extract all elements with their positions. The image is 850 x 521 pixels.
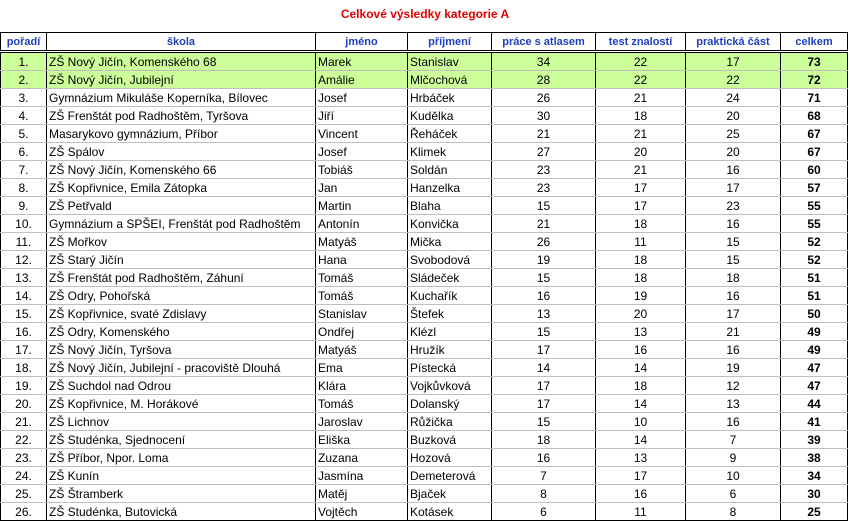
practical-cell[interactable]: 6 [686, 485, 781, 503]
rank-cell[interactable]: 9. [1, 197, 47, 215]
table-row[interactable] [1, 467, 848, 485]
first-name-cell[interactable]: Tomáš [316, 269, 408, 287]
school-cell[interactable]: ZŠ Petřvald [47, 197, 316, 215]
first-name-cell[interactable]: Vincent [316, 125, 408, 143]
knowledge-test-cell[interactable]: 20 [596, 305, 686, 323]
table-row[interactable] [1, 359, 848, 377]
school-cell[interactable]: Gymnázium a SPŠEI, Frenštát pod Radhoštěm [47, 215, 316, 233]
total-cell[interactable]: 71 [781, 89, 848, 107]
atlas-work-cell[interactable]: 34 [492, 52, 596, 71]
first-name-cell[interactable]: Stanislav [316, 305, 408, 323]
rank-cell[interactable]: 4. [1, 107, 47, 125]
knowledge-test-cell[interactable]: 14 [596, 395, 686, 413]
table-row[interactable] [1, 251, 848, 269]
page-title: Celkové výsledky kategorie A [340, 7, 510, 21]
knowledge-test-cell[interactable]: 16 [596, 341, 686, 359]
rank-cell[interactable]: 19. [1, 377, 47, 395]
results-body [1, 52, 848, 521]
last-name-cell[interactable]: Vojkůvková [408, 377, 492, 395]
atlas-work-cell[interactable]: 19 [492, 251, 596, 269]
atlas-work-cell[interactable]: 17 [492, 395, 596, 413]
last-name-cell[interactable]: Bjaček [408, 485, 492, 503]
first-name-cell[interactable]: Martin [316, 197, 408, 215]
table-row[interactable] [1, 377, 848, 395]
total-cell[interactable]: 57 [781, 179, 848, 197]
knowledge-test-cell[interactable]: 11 [596, 233, 686, 251]
total-cell[interactable]: 52 [781, 233, 848, 251]
school-cell[interactable]: ZŠ Studénka, Butovická [47, 503, 316, 521]
table-row[interactable] [1, 341, 848, 359]
school-cell[interactable]: ZŠ Studénka, Sjednocení [47, 431, 316, 449]
knowledge-test-cell[interactable]: 17 [596, 179, 686, 197]
practical-cell[interactable]: 8 [686, 503, 781, 521]
last-name-cell[interactable]: Konvička [408, 215, 492, 233]
table-row[interactable] [1, 161, 848, 179]
knowledge-test-cell[interactable]: 14 [596, 359, 686, 377]
rank-cell[interactable]: 7. [1, 161, 47, 179]
atlas-work-cell[interactable]: 16 [492, 449, 596, 467]
first-name-cell[interactable]: Zuzana [316, 449, 408, 467]
last-name-cell[interactable]: Kuchařík [408, 287, 492, 305]
practical-cell[interactable]: 19 [686, 359, 781, 377]
knowledge-test-cell[interactable]: 21 [596, 125, 686, 143]
rank-cell[interactable]: 3. [1, 89, 47, 107]
practical-cell[interactable]: 17 [686, 52, 781, 71]
first-name-cell[interactable]: Tomáš [316, 395, 408, 413]
total-cell[interactable]: 68 [781, 107, 848, 125]
school-cell[interactable]: ZŠ Příbor, Npor. Loma [47, 449, 316, 467]
last-name-cell[interactable]: Demeterová [408, 467, 492, 485]
practical-cell[interactable]: 17 [686, 305, 781, 323]
practical-cell[interactable]: 9 [686, 449, 781, 467]
school-cell[interactable]: ZŠ Štramberk [47, 485, 316, 503]
school-cell[interactable]: ZŠ Kunín [47, 467, 316, 485]
rank-cell[interactable]: 21. [1, 413, 47, 431]
total-cell[interactable]: 67 [781, 143, 848, 161]
table-row[interactable] [1, 71, 848, 89]
total-cell[interactable]: 72 [781, 71, 848, 89]
practical-cell[interactable]: 7 [686, 431, 781, 449]
total-cell[interactable]: 49 [781, 323, 848, 341]
rank-cell[interactable]: 13. [1, 269, 47, 287]
school-cell[interactable]: ZŠ Mořkov [47, 233, 316, 251]
atlas-work-cell[interactable]: 16 [492, 287, 596, 305]
school-cell[interactable]: ZŠ Nový Jičín, Komenského 68 [47, 52, 316, 71]
total-cell[interactable]: 38 [781, 449, 848, 467]
knowledge-test-cell[interactable]: 13 [596, 323, 686, 341]
knowledge-test-cell[interactable]: 20 [596, 143, 686, 161]
total-cell[interactable]: 52 [781, 251, 848, 269]
first-name-cell[interactable]: Marek [316, 52, 408, 71]
school-cell[interactable]: ZŠ Frenštát pod Radhoštěm, Záhuní [47, 269, 316, 287]
first-name-cell[interactable]: Jasmína [316, 467, 408, 485]
rank-cell[interactable]: 14. [1, 287, 47, 305]
knowledge-test-cell[interactable]: 21 [596, 161, 686, 179]
knowledge-test-cell[interactable]: 11 [596, 503, 686, 521]
school-cell[interactable]: ZŠ Odry, Pohořská [47, 287, 316, 305]
knowledge-test-cell[interactable]: 13 [596, 449, 686, 467]
rank-cell[interactable]: 20. [1, 395, 47, 413]
col-header-total[interactable]: celkem [781, 33, 848, 52]
total-cell[interactable]: 55 [781, 215, 848, 233]
table-row[interactable] [1, 431, 848, 449]
table-row[interactable] [1, 197, 848, 215]
practical-cell[interactable]: 25 [686, 125, 781, 143]
atlas-work-cell[interactable]: 23 [492, 179, 596, 197]
col-header-first-name[interactable]: jméno [316, 33, 408, 52]
last-name-cell[interactable]: Hanzelka [408, 179, 492, 197]
practical-cell[interactable]: 10 [686, 467, 781, 485]
knowledge-test-cell[interactable]: 10 [596, 413, 686, 431]
table-row[interactable] [1, 269, 848, 287]
school-cell[interactable]: ZŠ Nový Jičín, Komenského 66 [47, 161, 316, 179]
first-name-cell[interactable]: Ondřej [316, 323, 408, 341]
atlas-work-cell[interactable]: 17 [492, 341, 596, 359]
col-header-knowledge-test[interactable]: test znalostí [596, 33, 686, 52]
last-name-cell[interactable]: Soldán [408, 161, 492, 179]
total-cell[interactable]: 44 [781, 395, 848, 413]
last-name-cell[interactable]: Kudělka [408, 107, 492, 125]
school-cell[interactable]: Masarykovo gymnázium, Příbor [47, 125, 316, 143]
knowledge-test-cell[interactable]: 18 [596, 107, 686, 125]
knowledge-test-cell[interactable]: 18 [596, 215, 686, 233]
school-cell[interactable]: ZŠ Odry, Komenského [47, 323, 316, 341]
atlas-work-cell[interactable]: 15 [492, 269, 596, 287]
first-name-cell[interactable]: Tobiáš [316, 161, 408, 179]
last-name-cell[interactable]: Hozová [408, 449, 492, 467]
atlas-work-cell[interactable]: 23 [492, 161, 596, 179]
atlas-work-cell[interactable]: 14 [492, 359, 596, 377]
atlas-work-cell[interactable]: 26 [492, 233, 596, 251]
first-name-cell[interactable]: Ema [316, 359, 408, 377]
knowledge-test-cell[interactable]: 17 [596, 467, 686, 485]
rank-cell[interactable]: 23. [1, 449, 47, 467]
first-name-cell[interactable]: Hana [316, 251, 408, 269]
school-cell[interactable]: ZŠ Frenštát pod Radhoštěm, Tyršova [47, 107, 316, 125]
total-cell[interactable]: 51 [781, 287, 848, 305]
rank-cell[interactable]: 24. [1, 467, 47, 485]
header-row [1, 33, 848, 52]
total-cell[interactable]: 51 [781, 269, 848, 287]
knowledge-test-cell[interactable]: 19 [596, 287, 686, 305]
first-name-cell[interactable]: Matěj [316, 485, 408, 503]
rank-cell[interactable]: 12. [1, 251, 47, 269]
table-row[interactable] [1, 305, 848, 323]
atlas-work-cell[interactable]: 7 [492, 467, 596, 485]
school-cell[interactable]: ZŠ Kopřivnice, Emila Zátopka [47, 179, 316, 197]
last-name-cell[interactable]: Blaha [408, 197, 492, 215]
atlas-work-cell[interactable]: 18 [492, 431, 596, 449]
practical-cell[interactable]: 16 [686, 341, 781, 359]
practical-cell[interactable]: 18 [686, 269, 781, 287]
last-name-cell[interactable]: Pístecká [408, 359, 492, 377]
school-cell[interactable]: ZŠ Starý Jičín [47, 251, 316, 269]
total-cell[interactable]: 30 [781, 485, 848, 503]
knowledge-test-cell[interactable]: 22 [596, 52, 686, 71]
practical-cell[interactable]: 15 [686, 251, 781, 269]
practical-cell[interactable]: 23 [686, 197, 781, 215]
last-name-cell[interactable]: Svobodová [408, 251, 492, 269]
practical-cell[interactable]: 12 [686, 377, 781, 395]
table-row[interactable] [1, 215, 848, 233]
practical-cell[interactable]: 17 [686, 179, 781, 197]
first-name-cell[interactable]: Vojtěch [316, 503, 408, 521]
first-name-cell[interactable]: Jiří [316, 107, 408, 125]
atlas-work-cell[interactable]: 6 [492, 503, 596, 521]
rank-cell[interactable]: 2. [1, 71, 47, 89]
total-cell[interactable]: 73 [781, 52, 848, 71]
atlas-work-cell[interactable]: 17 [492, 377, 596, 395]
rank-cell[interactable]: 22. [1, 431, 47, 449]
last-name-cell[interactable]: Stanislav [408, 52, 492, 71]
total-cell[interactable]: 34 [781, 467, 848, 485]
total-cell[interactable]: 49 [781, 341, 848, 359]
atlas-work-cell[interactable]: 15 [492, 413, 596, 431]
table-row[interactable] [1, 485, 848, 503]
school-cell[interactable]: ZŠ Nový Jičín, Jubilejní [47, 71, 316, 89]
atlas-work-cell[interactable]: 21 [492, 215, 596, 233]
rank-cell[interactable]: 16. [1, 323, 47, 341]
rank-cell[interactable]: 10. [1, 215, 47, 233]
school-cell[interactable]: ZŠ Nový Jičín, Tyršova [47, 341, 316, 359]
practical-cell[interactable]: 15 [686, 233, 781, 251]
table-row[interactable] [1, 449, 848, 467]
table-row[interactable] [1, 143, 848, 161]
atlas-work-cell[interactable]: 13 [492, 305, 596, 323]
practical-cell[interactable]: 16 [686, 413, 781, 431]
school-cell[interactable]: ZŠ Kopřivnice, svaté Zdislavy [47, 305, 316, 323]
last-name-cell[interactable]: Sládeček [408, 269, 492, 287]
knowledge-test-cell[interactable]: 16 [596, 485, 686, 503]
rank-cell[interactable]: 6. [1, 143, 47, 161]
school-cell[interactable]: ZŠ Kopřivnice, M. Horákové [47, 395, 316, 413]
col-header-atlas-work[interactable]: práce s atlasem [492, 33, 596, 52]
first-name-cell[interactable]: Matyáš [316, 341, 408, 359]
first-name-cell[interactable]: Jan [316, 179, 408, 197]
first-name-cell[interactable]: Josef [316, 89, 408, 107]
knowledge-test-cell[interactable]: 17 [596, 197, 686, 215]
practical-cell[interactable]: 21 [686, 323, 781, 341]
rank-cell[interactable]: 1. [1, 52, 47, 71]
last-name-cell[interactable]: Buzková [408, 431, 492, 449]
total-cell[interactable]: 60 [781, 161, 848, 179]
practical-cell[interactable]: 20 [686, 107, 781, 125]
col-header-last-name[interactable]: příjmení [408, 33, 492, 52]
practical-cell[interactable]: 16 [686, 215, 781, 233]
knowledge-test-cell[interactable]: 18 [596, 377, 686, 395]
school-cell[interactable]: ZŠ Nový Jičín, Jubilejní - pracoviště Dlouhá [47, 359, 316, 377]
rank-cell[interactable]: 26. [1, 503, 47, 521]
last-name-cell[interactable]: Mička [408, 233, 492, 251]
total-cell[interactable]: 39 [781, 431, 848, 449]
school-cell[interactable]: ZŠ Suchdol nad Odrou [47, 377, 316, 395]
atlas-work-cell[interactable]: 15 [492, 323, 596, 341]
table-row[interactable] [1, 287, 848, 305]
table-row[interactable] [1, 503, 848, 521]
total-cell[interactable]: 67 [781, 125, 848, 143]
atlas-work-cell[interactable]: 28 [492, 71, 596, 89]
rank-cell[interactable]: 5. [1, 125, 47, 143]
last-name-cell[interactable]: Řeháček [408, 125, 492, 143]
table-row[interactable] [1, 125, 848, 143]
first-name-cell[interactable]: Matyáš [316, 233, 408, 251]
school-cell[interactable]: ZŠ Spálov [47, 143, 316, 161]
first-name-cell[interactable]: Antonín [316, 215, 408, 233]
table-row[interactable] [1, 413, 848, 431]
practical-cell[interactable]: 20 [686, 143, 781, 161]
results-table [0, 32, 848, 521]
rank-cell[interactable]: 18. [1, 359, 47, 377]
table-row[interactable] [1, 323, 848, 341]
first-name-cell[interactable]: Josef [316, 143, 408, 161]
rank-cell[interactable]: 25. [1, 485, 47, 503]
col-header-practical[interactable]: praktická část [686, 33, 781, 52]
first-name-cell[interactable]: Eliška [316, 431, 408, 449]
knowledge-test-cell[interactable]: 21 [596, 89, 686, 107]
last-name-cell[interactable]: Kotásek [408, 503, 492, 521]
rank-cell[interactable]: 17. [1, 341, 47, 359]
first-name-cell[interactable]: Tomáš [316, 287, 408, 305]
practical-cell[interactable]: 22 [686, 71, 781, 89]
last-name-cell[interactable]: Hrbáček [408, 89, 492, 107]
atlas-work-cell[interactable]: 27 [492, 143, 596, 161]
total-cell[interactable]: 50 [781, 305, 848, 323]
col-header-rank[interactable]: pořadí [1, 33, 47, 52]
first-name-cell[interactable]: Amálie [316, 71, 408, 89]
total-cell[interactable]: 41 [781, 413, 848, 431]
table-row[interactable] [1, 107, 848, 125]
practical-cell[interactable]: 24 [686, 89, 781, 107]
total-cell[interactable]: 47 [781, 359, 848, 377]
atlas-work-cell[interactable]: 15 [492, 197, 596, 215]
last-name-cell[interactable]: Růžička [408, 413, 492, 431]
knowledge-test-cell[interactable]: 22 [596, 71, 686, 89]
first-name-cell[interactable]: Klára [316, 377, 408, 395]
last-name-cell[interactable]: Mlčochová [408, 71, 492, 89]
total-cell[interactable]: 47 [781, 377, 848, 395]
last-name-cell[interactable]: Štefek [408, 305, 492, 323]
atlas-work-cell[interactable]: 21 [492, 125, 596, 143]
table-row[interactable] [1, 395, 848, 413]
school-cell[interactable]: ZŠ Lichnov [47, 413, 316, 431]
last-name-cell[interactable]: Dolanský [408, 395, 492, 413]
last-name-cell[interactable]: Klimek [408, 143, 492, 161]
table-row[interactable] [1, 89, 848, 107]
knowledge-test-cell[interactable]: 14 [596, 431, 686, 449]
atlas-work-cell[interactable]: 8 [492, 485, 596, 503]
rank-cell[interactable]: 8. [1, 179, 47, 197]
school-cell[interactable]: Gymnázium Mikuláše Koperníka, Bílovec [47, 89, 316, 107]
atlas-work-cell[interactable]: 26 [492, 89, 596, 107]
knowledge-test-cell[interactable]: 18 [596, 251, 686, 269]
table-row[interactable] [1, 233, 848, 251]
last-name-cell[interactable]: Klézl [408, 323, 492, 341]
first-name-cell[interactable]: Jaroslav [316, 413, 408, 431]
table-row[interactable] [1, 179, 848, 197]
total-cell[interactable]: 55 [781, 197, 848, 215]
atlas-work-cell[interactable]: 30 [492, 107, 596, 125]
knowledge-test-cell[interactable]: 18 [596, 269, 686, 287]
rank-cell[interactable]: 15. [1, 305, 47, 323]
table-row[interactable] [1, 52, 848, 71]
rank-cell[interactable]: 11. [1, 233, 47, 251]
practical-cell[interactable]: 16 [686, 161, 781, 179]
practical-cell[interactable]: 16 [686, 287, 781, 305]
practical-cell[interactable]: 13 [686, 395, 781, 413]
total-cell[interactable]: 25 [781, 503, 848, 521]
col-header-school[interactable]: škola [47, 33, 316, 52]
last-name-cell[interactable]: Hružík [408, 341, 492, 359]
